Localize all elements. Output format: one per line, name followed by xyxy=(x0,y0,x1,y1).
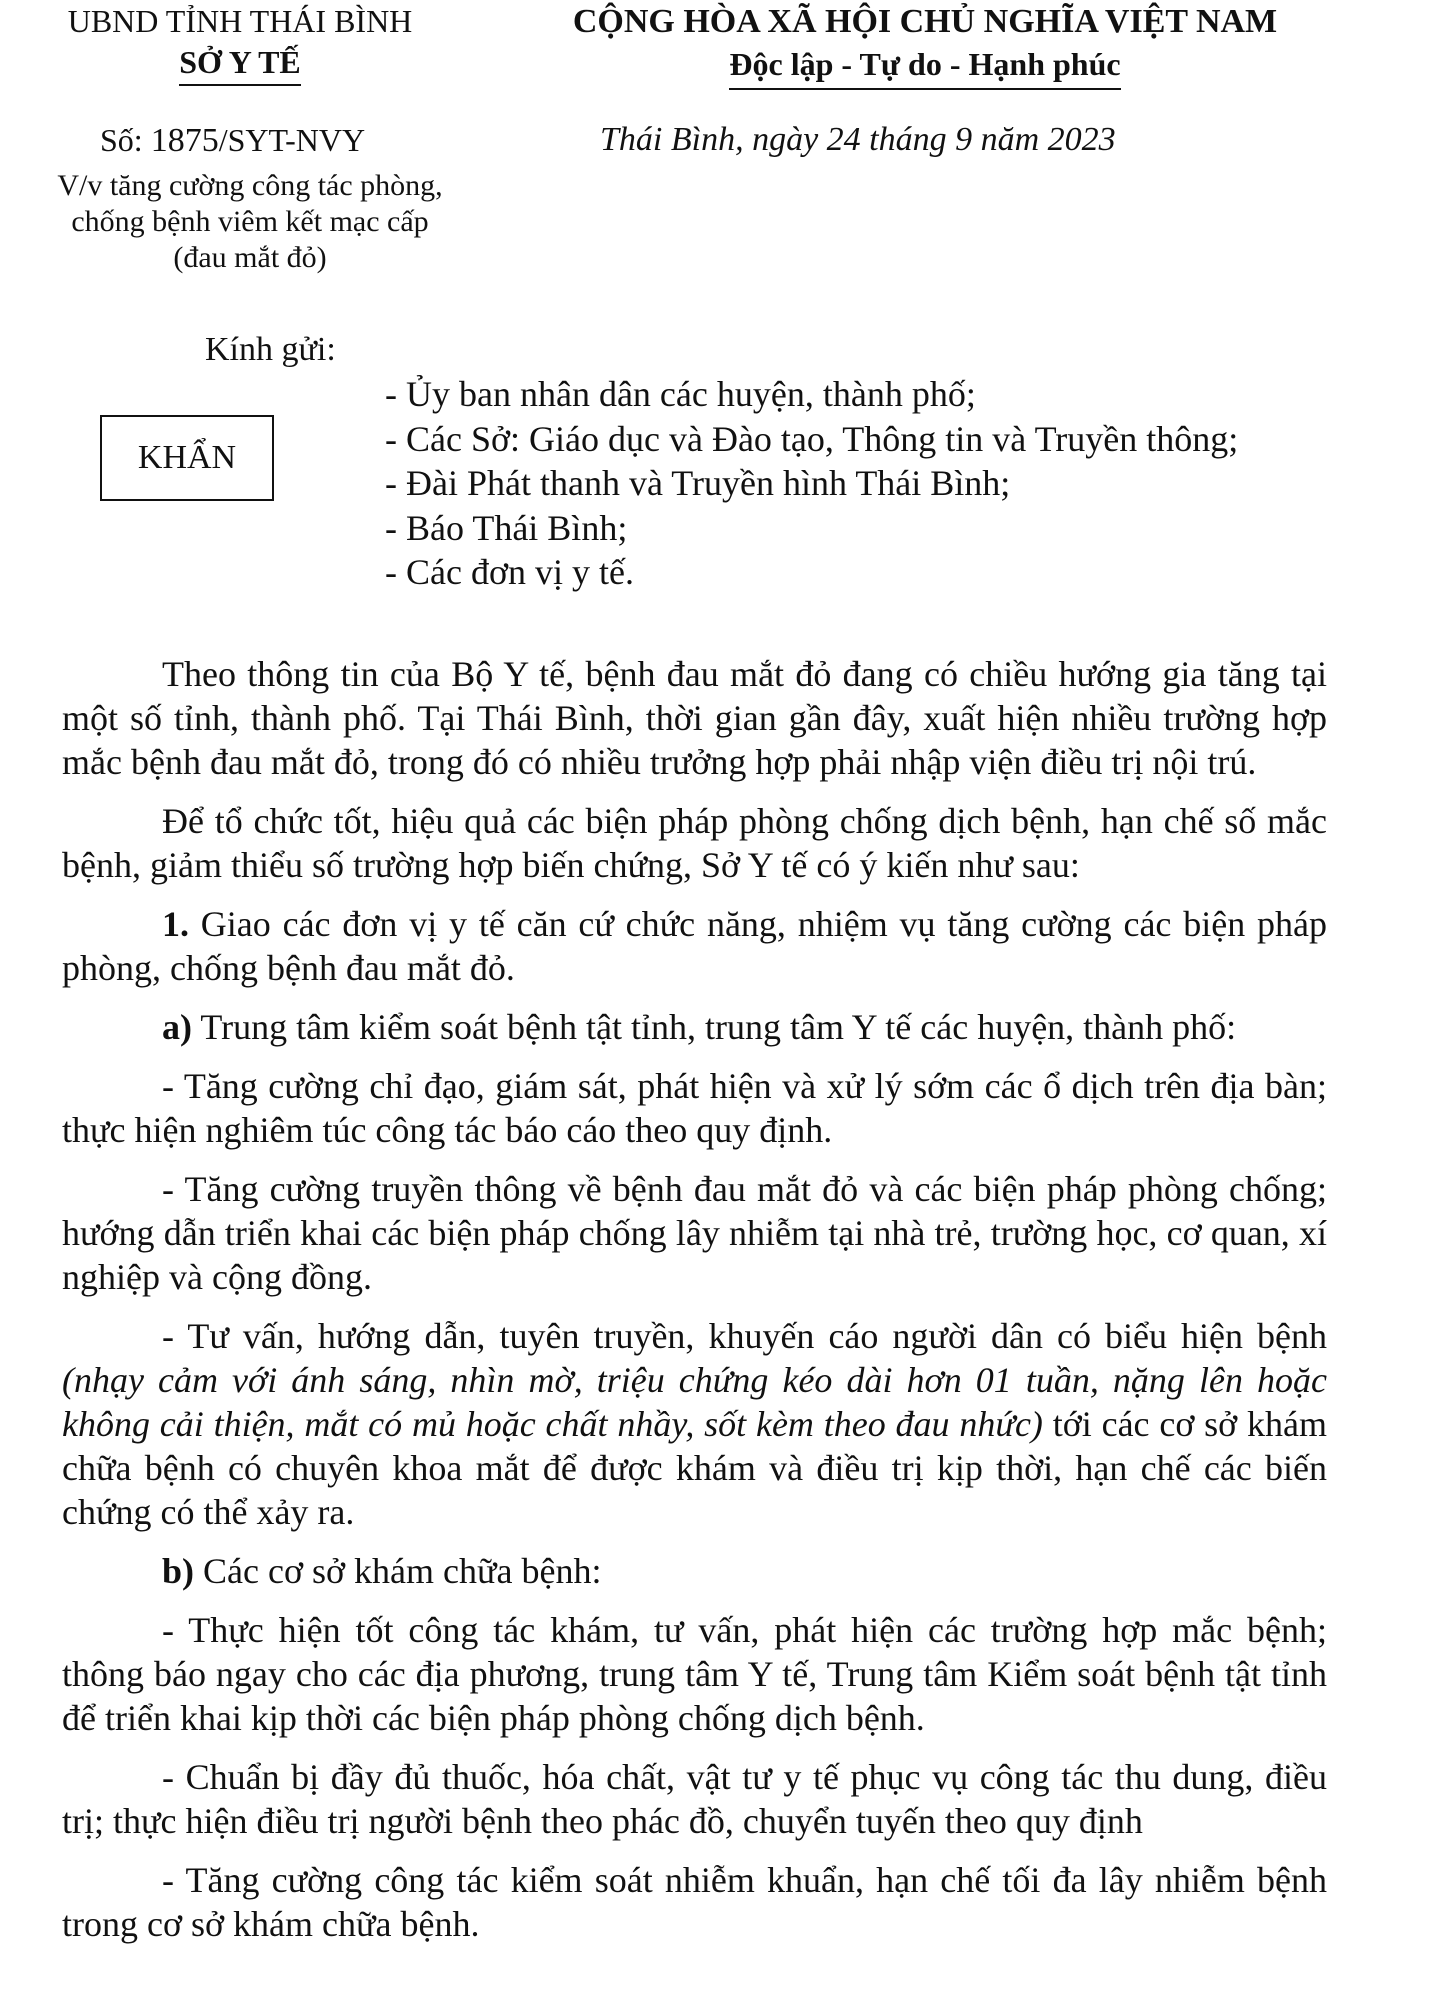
document-date: Thái Bình, ngày 24 tháng 9 năm 2023 xyxy=(600,121,1116,158)
issuing-department: SỞ Y TẾ xyxy=(179,42,301,86)
subsection-label: a) xyxy=(162,1007,192,1047)
body-paragraph: - Chuẩn bị đầy đủ thuốc, hóa chất, vật tư y tế phục vụ công tác thu dung, điều trị; thực hiện điều trị người bệnh theo phác đồ, chuyển tuyến theo quy định xyxy=(62,1757,1327,1841)
subject-line: V/v tăng cường công tác phòng, xyxy=(57,169,443,202)
subsection-text: Trung tâm kiểm soát bệnh tật tỉnh, trung tâm Y tế các huyện, thành phố: xyxy=(192,1007,1237,1047)
recipient-item: - Ủy ban nhân dân các huyện, thành phố; xyxy=(385,374,976,414)
section-number: 1. xyxy=(162,904,189,944)
subject-line: (đau mắt đỏ) xyxy=(173,241,327,274)
greeting: Kính gửi: xyxy=(205,331,336,368)
document-body xyxy=(62,652,1327,1961)
body-paragraph xyxy=(62,1549,1327,1593)
body-paragraph xyxy=(62,1005,1327,1049)
recipient-list xyxy=(385,372,1238,595)
body-paragraph: - Tăng cường chỉ đạo, giám sát, phát hiện và xử lý sớm các ổ dịch trên địa bàn; thực hiện nghiêm túc công tác báo cáo theo quy định. xyxy=(62,1066,1327,1150)
subsection-text: Các cơ sở khám chữa bệnh: xyxy=(194,1551,602,1591)
recipient-item: - Các đơn vị y tế. xyxy=(385,552,634,592)
issuing-authority: UBND TỈNH THÁI BÌNH xyxy=(67,3,413,39)
urgent-stamp: KHẨN xyxy=(100,415,274,501)
document-subject xyxy=(20,168,480,276)
section-text: Giao các đơn vị y tế căn cứ chức năng, nhiệm vụ tăng cường các biện pháp phòng, chống bệnh đau mắt đỏ. xyxy=(62,904,1327,988)
paragraph-text: - Tư vấn, hướng dẫn, tuyên truyền, khuyến cáo người dân có biểu hiện bệnh xyxy=(162,1316,1327,1356)
recipient-item: - Các Sở: Giáo dục và Đào tạo, Thông tin và Truyền thông; xyxy=(385,418,1239,459)
document-number xyxy=(100,120,365,161)
body-paragraph: Theo thông tin của Bộ Y tế, bệnh đau mắt đỏ đang có chiều hướng gia tăng tại một số tỉnh, thành phố. Tại Thái Bình, thời gian gần đây, xuất hiện nhiều trường hợp mắc bệnh đau mắt đỏ, trong đó có nhiều trưởng hợp phải nhập viện điều trị nội trú. xyxy=(62,654,1327,782)
symptom-list: (nhạy cảm với ánh sáng, nhìn mờ, triệu chứng kéo dài hơn 01 tuần, nặng lên hoặc không cải thiện, mắt có mủ hoặc chất nhầy, sốt kèm theo đau nhức) xyxy=(62,1360,1327,1444)
subject-line: chống bệnh viêm kết mạc cấp xyxy=(71,205,429,238)
body-paragraph: Để tổ chức tốt, hiệu quả các biện pháp phòng chống dịch bệnh, hạn chế số mắc bệnh, giảm thiểu số trường hợp biến chứng, Sở Y tế có ý kiến như sau: xyxy=(62,801,1327,885)
national-title-block xyxy=(510,0,1340,90)
body-paragraph xyxy=(62,1314,1327,1534)
document-number-value: 1875 xyxy=(150,122,219,159)
recipient-item: - Báo Thái Bình; xyxy=(385,507,628,548)
issuer-block xyxy=(30,0,450,86)
document-number-label: Số: xyxy=(100,122,143,158)
body-paragraph xyxy=(62,902,1327,990)
national-motto: Độc lập - Tự do - Hạnh phúc xyxy=(729,44,1120,90)
subsection-label: b) xyxy=(162,1551,195,1591)
document-number-suffix: /SYT-NVY xyxy=(218,122,366,158)
paragraph-text: tới các cơ sở khám chữa bệnh có chuyên khoa mắt để được khám và điều trị kịp thời, hạn chế các biến chứng có thể xảy ra. xyxy=(62,1404,1327,1532)
recipient-item: - Đài Phát thanh và Truyền hình Thái Bình; xyxy=(385,463,1011,503)
body-paragraph: - Tăng cường công tác kiểm soát nhiễm khuẩn, hạn chế tối đa lây nhiễm bệnh trong cơ sở khám chữa bệnh. xyxy=(62,1860,1327,1944)
body-paragraph: - Tăng cường truyền thông về bệnh đau mắt đỏ và các biện pháp phòng chống; hướng dẫn triển khai các biện pháp chống lây nhiễm tại nhà trẻ, trường học, cơ quan, xí nghiệp và cộng đồng. xyxy=(62,1169,1327,1297)
body-paragraph: - Thực hiện tốt công tác khám, tư vấn, phát hiện các trường hợp mắc bệnh; thông báo ngay cho các địa phương, trung tâm Y tế, Trung tâm Kiểm soát bệnh tật tỉnh để triển khai kịp thời các biện pháp phòng chống dịch bệnh. xyxy=(62,1610,1327,1738)
national-title: CỘNG HÒA XÃ HỘI CHỦ NGHĨA VIỆT NAM xyxy=(572,3,1278,40)
